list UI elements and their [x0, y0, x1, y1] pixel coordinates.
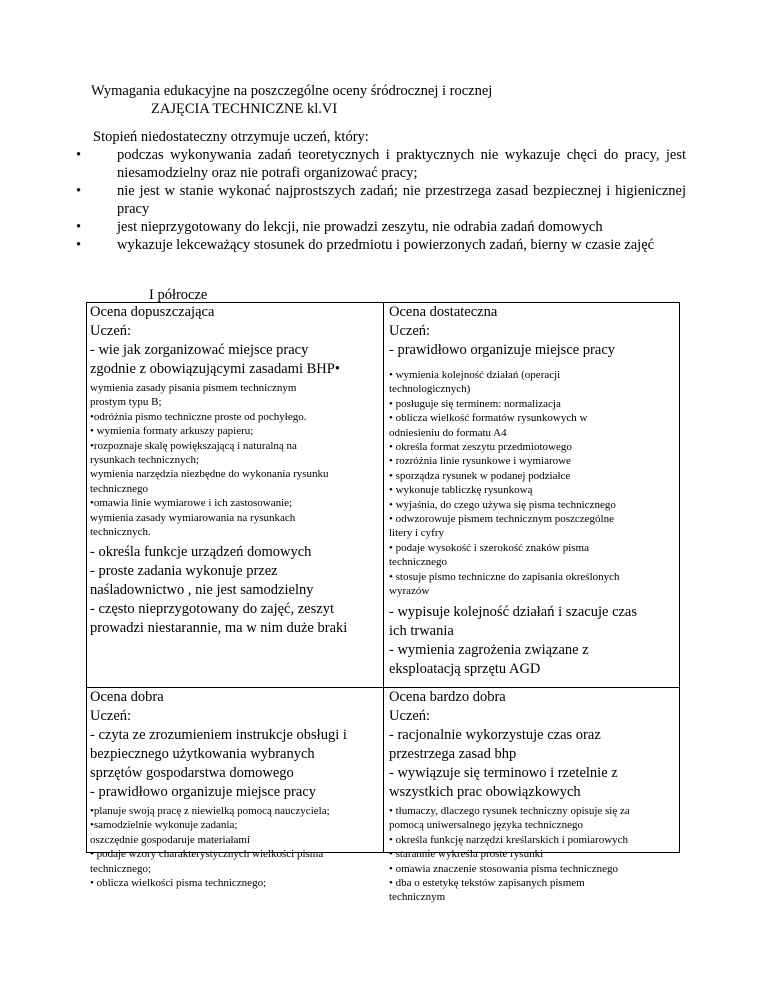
- requirement-line: - wypisuje kolejność działań i szacuje czas: [389, 603, 638, 620]
- student-label: Uczeń:: [90, 323, 132, 339]
- requirement-line: - racjonalnie wykorzystuje czas oraz: [389, 727, 601, 743]
- detail-line: • określa format zeszytu przedmiotowego: [389, 441, 572, 454]
- detail-line: wymienia zasady wymiarowania na rysunkach: [90, 511, 296, 524]
- detail-line: •planuje swoją pracę z niewielką pomocą nauczyciela;: [90, 805, 330, 817]
- detail-line: odniesieniu do formatu A4: [389, 426, 507, 439]
- details-list: [389, 368, 673, 599]
- requirement-line: zgodnie z obowiązującymi zasadami BHP•: [90, 361, 340, 377]
- detail-line: wymienia zasady pisania pismem technicznym: [90, 382, 297, 394]
- detail-line: •odróżnia pismo techniczne proste od pochyłego.: [90, 410, 307, 423]
- detail-line: • podaje wysokość i szerokość znaków pisma: [389, 541, 589, 554]
- detail-line: • wyjaśnia, do czego używa się pisma technicznego: [389, 498, 616, 511]
- header-line-1: Wymagania edukacyjne na poszczególne oceny śródrocznej i rocznej: [91, 83, 493, 99]
- detail-line: •samodzielnie wykonuje zadania;: [90, 819, 238, 832]
- detail-line: • tłumaczy, dlaczego rysunek techniczny opisuje się za: [389, 805, 630, 817]
- insufficient-criteria-list: [117, 146, 686, 254]
- insufficient-grade-section: [93, 128, 686, 254]
- cell-bardzo-dobra: [383, 688, 679, 904]
- detail-line: • oblicza wielkości pisma technicznego;: [90, 877, 267, 890]
- detail-line: technicznego: [90, 482, 149, 495]
- grade-title: Ocena bardzo dobra: [389, 689, 506, 705]
- detail-line: • sporządza rysunek w podanej podziałce: [389, 469, 571, 482]
- requirement-line: - czyta ze zrozumieniem instrukcje obsługi i: [90, 727, 347, 743]
- details-list: [90, 381, 377, 539]
- requirement-line: naśladownictwo , nie jest samodzielny: [90, 582, 314, 599]
- detail-line: •omawia linie wymiarowe i ich zastosowanie;: [90, 497, 293, 510]
- list-item: • wykazuje lekceważący stosunek do przedmiotu i powierzonych zadań, bierny w czasie zajęć: [100, 236, 686, 254]
- requirement-line: - wywiązuje się terminowo i rzetelnie z: [389, 765, 618, 781]
- document-header: [91, 82, 492, 118]
- grade-title: Ocena dostateczna: [389, 304, 498, 320]
- table-row: [86, 302, 680, 688]
- list-item: • nie jest w stanie wykonać najprostszych zadań; nie przestrzega zasad bezpiecznej i higienicznej pracy: [100, 182, 686, 218]
- requirement-line: bezpiecznego użytkowania wybranych: [90, 746, 315, 762]
- details-list: [90, 804, 377, 890]
- detail-line: wymienia narzędzia niezbędne do wykonania rysunku: [90, 468, 329, 481]
- detail-line: • określa funkcję narzędzi kreślarskich i pomiarowych: [389, 833, 629, 846]
- requirement-line: wszystkich prac obowiązkowych: [389, 784, 581, 800]
- details-list: [389, 804, 673, 905]
- semester-label: I półrocze: [149, 287, 208, 303]
- grade-title: Ocena dopuszczająca: [90, 304, 215, 320]
- requirement-line: - prawidłowo organizuje miejsce pracy: [90, 784, 317, 800]
- grades-table: [86, 302, 680, 904]
- detail-line: • podaje wzory charakterystycznych wielkości pisma: [90, 848, 324, 861]
- student-label: Uczeń:: [389, 708, 431, 724]
- detail-line: •rozpoznaje skalę powiększającą i naturalną na: [90, 439, 297, 452]
- requirement-line: eksploatacją sprzętu AGD: [389, 660, 541, 677]
- detail-line: • wymienia formaty arkuszy papieru;: [90, 425, 254, 438]
- intro-lead: Stopień niedostateczny otrzymuje uczeń, który:: [93, 129, 369, 145]
- detail-line: • dba o estetykę tekstów zapisanych pismem: [389, 877, 585, 890]
- detail-line: • oblicza wielkość formatów rysunkowych w: [389, 412, 588, 425]
- detail-line: technicznego: [389, 556, 448, 569]
- requirement-line: - prawidłowo organizuje miejsce pracy: [389, 342, 616, 358]
- list-item: • podczas wykonywania zadań teoretycznych i praktycznych nie wykazuje chęci do pracy, jest niesamodzielny oraz nie potrafi organizować pracy;: [100, 146, 686, 182]
- requirement-line: - określa funkcje urządzeń domowych: [90, 544, 312, 561]
- detail-line: pomocą uniwersalnego języka technicznego: [389, 819, 583, 832]
- detail-line: technologicznych): [389, 383, 471, 396]
- detail-line: wyrazów: [389, 585, 430, 598]
- requirement-line: - proste zadania wykonuje przez: [90, 563, 278, 580]
- cell-dobra: [87, 688, 383, 890]
- detail-line: • posługuje się terminem: normalizacja: [389, 397, 561, 410]
- detail-line: • omawia znaczenie stosowania pisma technicznego: [389, 862, 618, 875]
- detail-line: • wymienia kolejność działań (operacji: [389, 369, 561, 381]
- cell-dopuszczajaca: [87, 303, 383, 687]
- detail-line: • wykonuje tabliczkę rysunkową: [389, 484, 533, 497]
- detail-line: technicznego;: [90, 862, 152, 875]
- detail-line: oszczędnie gospodaruje materiałami: [90, 833, 251, 846]
- detail-line: technicznych.: [90, 526, 151, 539]
- cell-dostateczna: [383, 303, 679, 687]
- requirement-line: prowadzi niestarannie, ma w nim duże braki: [90, 620, 348, 637]
- detail-line: technicznym: [389, 891, 446, 904]
- grade-title: Ocena dobra: [90, 689, 164, 705]
- student-label: Uczeń:: [389, 323, 431, 339]
- requirement-line: - często nieprzygotowany do zajęć, zeszyt: [90, 601, 334, 618]
- detail-line: • rozróżnia linie rysunkowe i wymiarowe: [389, 455, 571, 468]
- header-line-2: ZAJĘCIA TECHNICZNE kl.VI: [151, 101, 338, 117]
- detail-line: prostym typu B;: [90, 396, 162, 409]
- requirement-line: przestrzega zasad bhp: [389, 746, 517, 762]
- requirement-line: - wie jak zorganizować miejsce pracy: [90, 342, 309, 358]
- requirement-line: ich trwania: [389, 622, 454, 639]
- list-item: • jest nieprzygotowany do lekcji, nie prowadzi zeszytu, nie odrabia zadań domowych: [100, 218, 686, 236]
- student-label: Uczeń:: [90, 708, 132, 724]
- requirement-line: - wymienia zagrożenia związane z: [389, 641, 589, 658]
- detail-line: • odwzorowuje pismem technicznym poszczególne: [389, 513, 615, 526]
- detail-line: • starannie wykreśla proste rysunki: [389, 848, 544, 861]
- table-row: [86, 688, 680, 904]
- requirement-line: sprzętów gospodarstwa domowego: [90, 765, 294, 781]
- detail-line: litery i cyfry: [389, 527, 444, 540]
- detail-line: • stosuje pismo techniczne do zapisania określonych: [389, 570, 620, 583]
- detail-line: rysunkach technicznych;: [90, 454, 200, 467]
